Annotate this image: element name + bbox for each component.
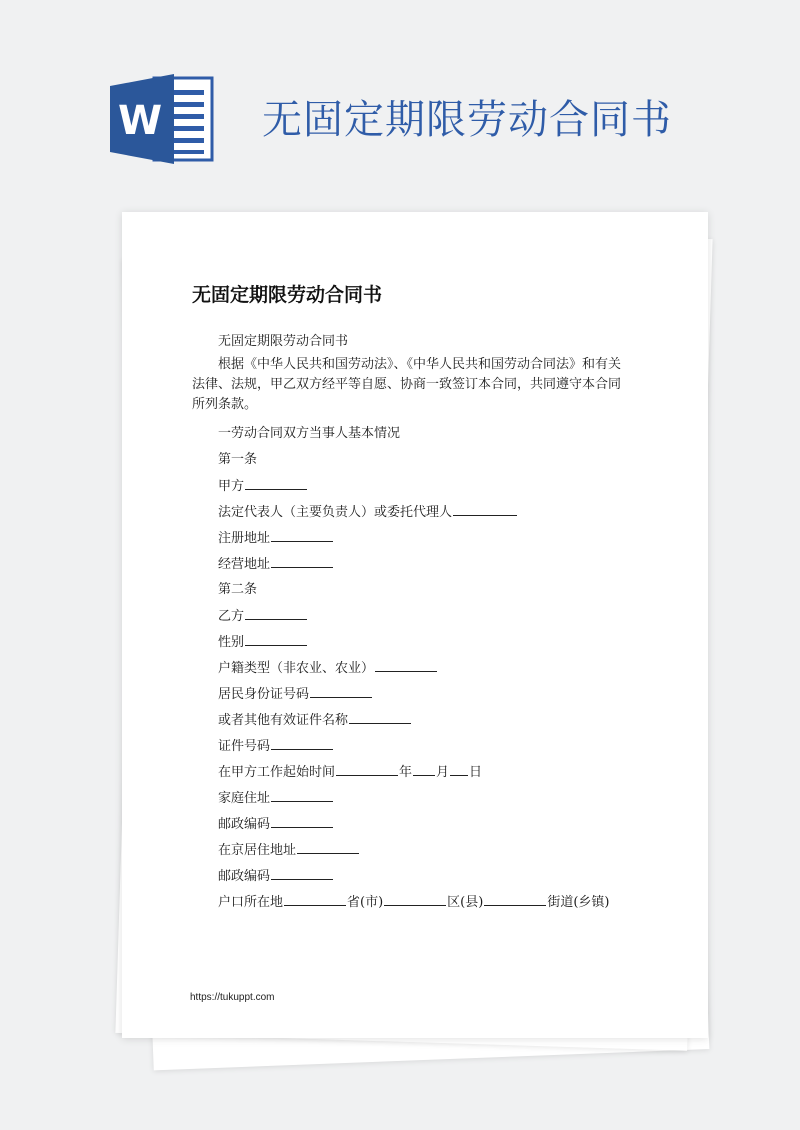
- document-body: [192, 329, 622, 915]
- field-label: 性别: [218, 635, 245, 650]
- form-field-hukou-type: [192, 655, 622, 681]
- fill-blank: [484, 889, 546, 906]
- form-field-cert-number: [192, 733, 622, 759]
- district-label: 区(县): [447, 895, 484, 910]
- fill-blank: [284, 889, 346, 906]
- field-label: 在京居住地址: [218, 843, 297, 858]
- form-field-biz-address: [192, 551, 622, 577]
- field-label: 邮政编码: [218, 869, 271, 884]
- field-label: 注册地址: [218, 531, 271, 546]
- document-page: [122, 212, 708, 1038]
- page-title: 无固定期限劳动合同书: [262, 97, 672, 143]
- form-field-party-a: [192, 473, 622, 499]
- month-label: 月: [436, 765, 450, 780]
- document-title: 无固定期限劳动合同书: [192, 284, 383, 306]
- form-field-postcode: [192, 811, 622, 837]
- fill-blank: [375, 655, 437, 672]
- fill-blank: [453, 499, 517, 516]
- footer-url: https://tukuppt.com: [190, 992, 275, 1003]
- form-field-party-b: [192, 603, 622, 629]
- fill-blank: [413, 759, 435, 776]
- form-field-postcode: [192, 863, 622, 889]
- day-label: 日: [469, 765, 483, 780]
- fill-blank: [271, 785, 333, 802]
- form-field-id-number: [192, 681, 622, 707]
- fill-blank: [271, 525, 333, 542]
- fill-blank: [384, 889, 446, 906]
- street-label: 街道(乡镇): [547, 895, 610, 910]
- field-label: 证件号码: [218, 739, 271, 754]
- field-label: 户口所在地: [218, 895, 284, 910]
- form-field-hukou-location: [192, 889, 622, 915]
- field-label: 居民身份证号码: [218, 687, 310, 702]
- intro-paragraph: 根据《中华人民共和国劳动法》、《中华人民共和国劳动合同法》和有关法律、法规，甲乙双方经平等自愿、协商一致签订本合同，共同遵守本合同所列条款。: [192, 357, 622, 412]
- fill-blank: [450, 759, 468, 776]
- field-label: 户籍类型（非农业、农业）: [218, 661, 375, 676]
- fill-blank: [271, 811, 333, 828]
- form-field-start-time: [192, 759, 622, 785]
- field-label: 乙方: [218, 609, 245, 624]
- form-field-other-id: [192, 707, 622, 733]
- fill-blank: [271, 551, 333, 568]
- form-field-home-address: [192, 785, 622, 811]
- subtitle-line: 无固定期限劳动合同书: [218, 334, 349, 349]
- field-label: 家庭住址: [218, 791, 271, 806]
- article-heading: 第一条: [218, 452, 258, 467]
- field-label: 或者其他有效证件名称: [218, 713, 349, 728]
- fill-blank: [349, 707, 411, 724]
- field-label: 法定代表人（主要负责人）或委托代理人: [218, 505, 453, 520]
- fill-blank: [310, 681, 372, 698]
- field-label: 邮政编码: [218, 817, 271, 832]
- article-heading: 第二条: [218, 582, 258, 597]
- section-heading: 一劳动合同双方当事人基本情况: [218, 426, 401, 441]
- word-letter: W: [117, 98, 163, 144]
- form-field-beijing-address: [192, 837, 622, 863]
- fill-blank: [271, 733, 333, 750]
- form-field-legal-rep: [192, 499, 622, 525]
- province-label: 省(市): [347, 895, 384, 910]
- fill-blank: [245, 603, 307, 620]
- year-label: 年: [399, 765, 413, 780]
- fill-blank: [297, 837, 359, 854]
- field-label: 甲方: [218, 479, 245, 494]
- fill-blank: [245, 629, 307, 646]
- fill-blank: [336, 759, 398, 776]
- fill-blank: [245, 473, 307, 490]
- field-label: 在甲方工作起始时间: [218, 765, 336, 780]
- field-label: 经营地址: [218, 557, 271, 572]
- form-field-reg-address: [192, 525, 622, 551]
- form-field-gender: [192, 629, 622, 655]
- fill-blank: [271, 863, 333, 880]
- word-document-icon: [110, 74, 214, 164]
